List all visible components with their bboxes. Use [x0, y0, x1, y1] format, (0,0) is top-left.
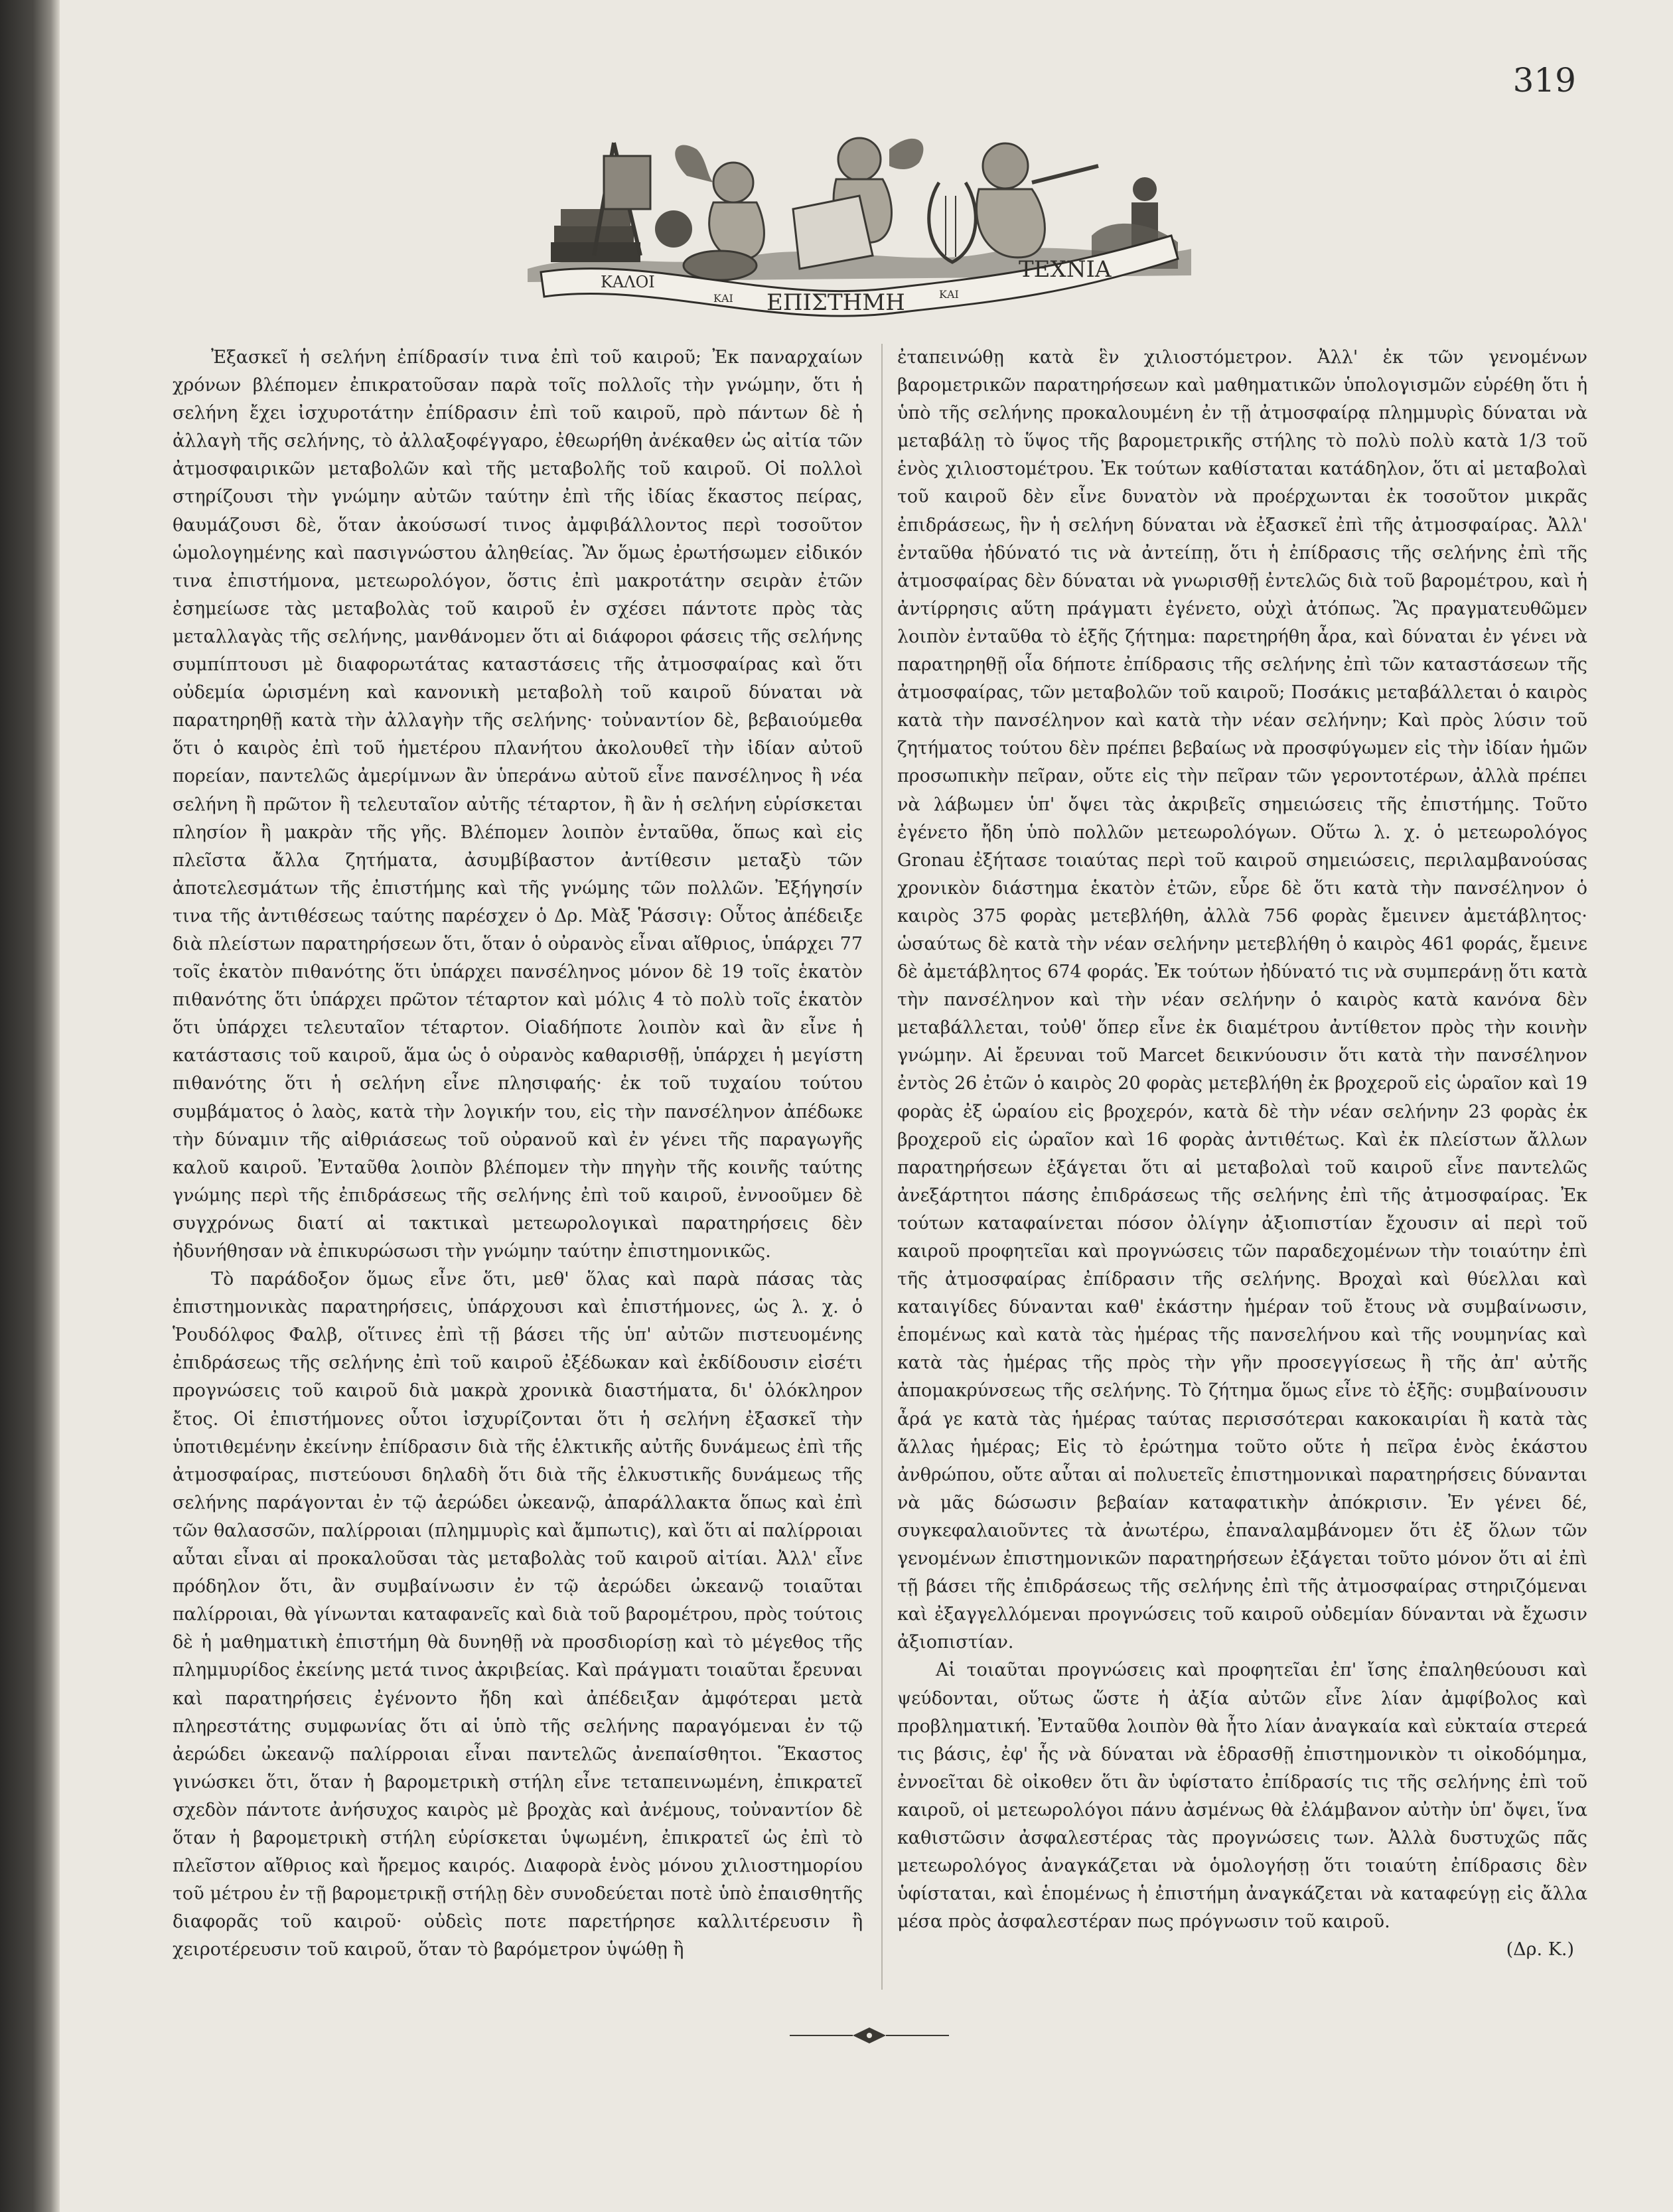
column-divider — [881, 344, 883, 1990]
banner-text-5: ΤΕΧΝΙΑ — [1019, 256, 1112, 283]
article-column-left — [173, 344, 863, 1990]
page-number: 319 — [1512, 61, 1576, 100]
banner-text-4: ΚΑΙ — [939, 288, 959, 301]
article-paragraph: Αἱ τοιαῦται προγνώσεις καὶ προφητεῖαι ἐπ' ἴσης ἐπαληθεύουσι καὶ ψεύδονται, οὕτως ὥστε ἡ ἀξία αὐτῶν εἶνε λίαν ἀμφίβολος καὶ προβληματική. Ἐνταῦθα λοιπὸν θὰ ἦτο λίαν ἀναγκαία καὶ εὐκταία στερεά τις βάσις, ἐφ' ἧς νὰ δύναται νὰ ἑδρασθῇ ἐπιστημονικὸν τι οἰκοδόμημα, ἐννοεῖται δὲ οἰκοθεν ὅτι ἂν ὑφίστατο ἐπίδρασίς τις τῆς σελήνης ἐπὶ τοῦ καιροῦ, οἱ μετεωρολόγοι πάνυ ἀσμένως θὰ ἐλάμβανον αὐτὴν ὑπ' ὄψει, ἵνα καθιστῶσιν ἀσφαλεστέρας τὰς προγνώσεις των. Ἀλλὰ δυστυχῶς πᾶς μετεωρολόγος ἀναγκάζεται νὰ ὁμολογήσῃ ὅτι τοιαύτη ἐπίδρασις δὲν ὑφίσταται, καὶ ἑπομένως ἡ ἐπιστήμη ἀναγκάζεται νὰ καταφεύγῃ εἰς ἄλλα μέσα πρὸς ἀσφαλεστέραν πως πρόγνωσιν τοῦ καιροῦ. — [897, 1660, 1587, 1933]
banner-text-3: ΕΠΙΣΤΗΜΗ — [766, 289, 905, 316]
end-ornament — [790, 2024, 949, 2047]
article-paragraph: ἐταπεινώθῃ κατὰ ἓν χιλιοστόμετρον. Ἀλλ' ἐκ τῶν γενομένων βαρομετρικῶν παρατηρήσεων καὶ μαθηματικῶν ὑπολογισμῶν εὑρέθη ὅτι ἡ ὑπὸ τῆς σελήνης προκαλουμένη ἐν τῇ ἀτμοσφαίρᾳ πλημμυρὶς δύναται νὰ μεταβάλῃ τὸ ὕψος τῆς βαρομετρικῆς στήλης τὸ πολὺ πολὺ κατὰ 1/3 τοῦ ἑνὸς χιλιοστομέτρου. Ἐκ τούτων καθίσταται κατάδηλον, ὅτι αἱ μεταβολαὶ τοῦ καιροῦ δὲν εἶνε δυνατὸν νὰ προέρχωνται ἐκ τοσοῦτον μικρᾶς ἐπιδράσεως, ἣν ἡ σελήνη δύναται νὰ ἐξασκεῖ ἐπὶ τῆς ἀτμοσφαίρας. Ἀλλ' ἐνταῦθα ἠδύνατό τις νὰ ἀντείπῃ, ὅτι ἡ ἐπίδρασις τῆς σελήνης ἐπὶ τῆς ἀτμοσφαίρας δὲν δύναται νὰ γνωρισθῇ ἐντελῶς διὰ τοῦ βαρομέτρου, καὶ ἡ ἀντίρρησις αὕτη πράγματι ἐγένετο, οὐχὶ ἀτόπως. Ἂς πραγματευθῶμεν λοιπὸν ἐνταῦθα τὸ ἑξῆς ζήτημα: παρετηρήθη ἆρα, καὶ δύναται ἐν γένει νὰ παρατηρηθῇ οἷα δήποτε ἐπίδρασις τῆς σελήνης ἐπὶ τῶν καταστάσεων τῆς ἀτμοσφαίρας, τῶν μεταβολῶν τοῦ καιροῦ; Ποσάκις μεταβάλλεται ὁ καιρὸς κατὰ τὴν πανσέληνον καὶ κατὰ τὴν νέαν σελήνην; Καὶ πρὸς λύσιν τοῦ ζητήματος τούτου δὲν πρέπει βεβαίως νὰ προσφύγωμεν εἰς τὴν ἰδίαν ἡμῶν προσωπικὴν πεῖραν, οὔτε εἰς τὴν πεῖραν τῶν γεροντοτέρων, ἀλλὰ πρέπει νὰ λάβωμεν ὑπ' ὄψει τὰς ἀκριβεῖς σημειώσεις τῆς ἐπιστήμης. Τοῦτο ἐγένετο ἤδη ὑπὸ πολλῶν μετεωρολόγων. Οὕτω λ. χ. ὁ μετεωρολόγος Gronau ἐξήτασε τοιαύτας περὶ τοῦ καιροῦ σημειώσεις, περιλαμβανούσας χρονικὸν διάστημα ἑκατὸν ἐτῶν, εὗρε δὲ ὅτι κατὰ τὴν πανσέληνον ὁ καιρὸς 375 φορὰς μετεβλήθη, ἀλλὰ 756 φορὰς ἔμεινεν ἀμετάβλητος· ὡσαύτως δὲ κατὰ τὴν νέαν σελήνην μετεβλήθη ὁ καιρὸς 461 φοράς, ἔμεινε δὲ ἀμετάβλητος 674 φοράς. Ἐκ τούτων ἠδύνατό τις νὰ συμπεράνῃ ὅτι κατὰ τὴν πανσέληνον καὶ τὴν νέαν σελήνην ὁ καιρὸς κατὰ κανόνα δὲν μεταβάλλεται, τοὐθ' ὅπερ εἶνε ἐκ διαμέτρου ἀντίθετον πρὸς τὴν κοινὴν γνώμην. Αἱ ἔρευναι τοῦ Marcet δεικνύουσιν ὅτι κατὰ τὴν πανσέληνον ἐντὸς 26 ἐτῶν ὁ καιρὸς 20 φορὰς μετεβλήθη ἐκ βροχεροῦ εἰς ὡραῖον καὶ 19 φορὰς ἐξ ὡραίου εἰς βροχερόν, κατὰ δὲ τὴν νέαν σελήνην 23 φορὰς ἐκ βροχεροῦ εἰς ὡραῖον καὶ 16 φορὰς ἀντιθέτως. Καὶ ἐκ πλείστων ἄλλων παρατηρήσεων ἐξάγεται ὅτι αἱ μεταβολαὶ τοῦ καιροῦ εἶνε παντελῶς ἀνεξάρτητοι πάσης ἐπιδράσεως τῆς σελήνης ἐπὶ τῆς ἀτμοσφαίρας. Ἐκ τούτων καταφαίνεται πόσον ὀλίγην ἀξιοπιστίαν ἔχουσιν αἱ περὶ τοῦ καιροῦ προφητεῖαι καὶ προγνώσεις τῶν παραδεχομένων τὴν τοιαύτην ἐπὶ τῆς ἀτμοσφαίρας ἐπίδρασιν τῆς σελήνης. Βροχαὶ καὶ θύελλαι καὶ καταιγίδες δύνανται καθ' ἑκάστην ἡμέραν τοῦ ἔτους νὰ συμβαίνωσιν, ἑπομένως καὶ κατὰ τὰς ἡμέρας τῆς πανσελήνου καὶ τῆς νουμηνίας καὶ κατὰ τὰς ἡμέρας τῆς πρὸς τὴν γῆν προσεγγίσεως ἢ τῆς ἀπ' αὐτῆς ἀπομακρύνσεως τῆς σελήνης. Τὸ ζήτημα ὅμως εἶνε τὸ ἑξῆς: συμβαίνουσιν ἆρά γε κατὰ τὰς ἡμέρας ταύτας περισσότεραι κακοκαιρίαι ἢ κατὰ τὰς ἄλλας ἡμέρας; Εἰς τὸ ἐρώτημα τοῦτο οὔτε ἡ πεῖρα ἑνὸς ἑκάστου ἀνθρώπου, οὔτε αὗται αἱ πολυετεῖς ἐπιστημονικαὶ παρατηρήσεις δύνανται νὰ μᾶς δώσωσιν βεβαίαν καταφατικὴν ἀπόκρισιν. Ἐν γένει δέ, συγκεφαλαιοῦντες τὰ ἀνωτέρω, ἐπαναλαμβάνομεν ὅτι ἐξ ὅλων τῶν γενομένων ἐπιστημονικῶν παρατηρήσεων ἐξάγεται τοῦτο μόνον ὅτι αἱ ἐπὶ τῇ βάσει τῆς ἐπιδράσεως τῆς σελήνης ἐπὶ τῆς ἀτμοσφαίρας στηριζόμεναι καὶ ἐξαγγελλόμεναι προγνώσεις τοῦ καιροῦ οὐδεμίαν δύνανται νὰ ἔχωσιν ἀξιοπιστίαν. — [897, 347, 1587, 1653]
article-column-right — [897, 344, 1587, 1990]
article-paragraph: Ἐξασκεῖ ἡ σελήνη ἐπίδρασίν τινα ἐπὶ τοῦ καιροῦ; Ἐκ παναρχαίων χρόνων βλέπομεν ἐπικρατοῦσαν παρὰ τοῖς πολλοῖς τὴν γνώμην, ὅτι ἡ σελήνη ἔχει ἰσχυροτάτην ἐπίδρασιν ἐπὶ τοῦ καιροῦ, πρὸ πάντων δὲ ἡ ἀλλαγὴ τῆς σελήνης, τὸ ἀλλαξοφέγγαρο, ἐθεωρήθη ἀνέκαθεν ὡς αἰτία τῶν ἀτμοσφαιρικῶν μεταβολῶν καὶ τῆς μεταβολῆς τοῦ καιροῦ. Οἱ πολλοὶ στηρίζουσι τὴν γνώμην αὐτῶν ταύτην ἐπὶ τῆς ἰδίας ἕκαστος πείρας, θαυμάζουσι δὲ, ὅταν ἀκούσωσί τινος ἀμφιβάλλοντος περὶ τοσοῦτον ὡμολογημένης καὶ πασιγνώστου ἀληθείας. Ἂν ὅμως ἐρωτήσωμεν εἰδικόν τινα ἐπιστήμονα, μετεωρολόγον, ὅστις ἐπὶ μακροτάτην σειρὰν ἐτῶν ἐσημείωσε τὰς μεταβολὰς τοῦ καιροῦ ἐν σχέσει πάντοτε πρὸς τὰς μεταλλαγὰς τῆς σελήνης, μανθάνομεν ὅτι αἱ διάφοροι φάσεις τῆς σελήνης συμπίπτουσι μὲ διαφορωτάτας καταστάσεις τῆς ἀτμοσφαίρας καὶ ὅτι οὐδεμία ὡρισμένη καὶ κανονικὴ μεταβολὴ τοῦ καιροῦ δύναται νὰ παρατηρηθῇ κατὰ τὴν ἀλλαγὴν τῆς σελήνης· τοὐναντίον δὲ, βεβαιούμεθα ὅτι ὁ καιρὸς ἐπὶ τοῦ ἡμετέρου πλανήτου ἀκολουθεῖ τὴν ἰδίαν αὐτοῦ πορείαν, παντελῶς ἀμερίμνων ἂν ὑπεράνω αὐτοῦ εἶνε πανσέληνος ἢ νέα σελήνη ἢ πρῶτον ἢ τελευταῖον αὐτῆς τέταρτον, ἢ ἂν ἡ σελήνη εὑρίσκεται πλησίον ἢ μακρὰν τῆς γῆς. Βλέπομεν λοιπὸν ἐνταῦθα, ὅπως καὶ εἰς πλεῖστα ἄλλα ζητήματα, ἀσυμβίβαστον ἀντίθεσιν μεταξὺ τῶν ἀποτελεσμάτων τῆς ἐπιστήμης καὶ τῆς γνώμης τῶν πολλῶν. Ἐξήγησίν τινα τῆς ἀντιθέσεως ταύτης παρέσχεν ὁ Δρ. Μὰξ Ῥάσσιγ: Οὗτος ἀπέδειξε διὰ πλείστων παρατηρήσεων ὅτι, ὅταν ὁ οὐρανὸς εἶναι αἴθριος, ὑπάρχει 77 τοῖς ἑκατὸν πιθανότης ὅτι ὑπάρχει πανσέληνος μόνον δὲ 19 τοῖς ἑκατὸν πιθανότης ὅτι ὑπάρχει πρῶτον τέταρτον καὶ μόλις 4 τὸ πολὺ τοῖς ἑκατὸν ὅτι ὑπάρχει τελευταῖον τέταρτον. Οἱαδήποτε λοιπὸν καὶ ἂν εἶνε ἡ κατάστασις τοῦ καιροῦ, ἅμα ὡς ὁ οὐρανὸς καθαρισθῇ, ὑπάρχει ἡ μεγίστη πιθανότης ὅτι ἡ σελήνη εἶνε πλησιφαής· ἐκ τοῦ τυχαίου τούτου συμβάματος ὁ λαὸς, κατὰ τὴν λογικήν του, εἰς τὴν πανσέληνον ἀπέδωκε τὴν δύναμιν τῆς αἰθριάσεως τοῦ οὐρανοῦ καὶ ἐν γένει τῆς παραγωγῆς καλοῦ καιροῦ. Ἐνταῦθα λοιπὸν βλέπομεν τὴν πηγὴν τῆς κοινῆς ταύτης γνώμης περὶ τῆς ἐπιδράσεως τῆς σελήνης ἐπὶ τοῦ καιροῦ, ἐννοοῦμεν δὲ συγχρόνως διατί αἱ τακτικαὶ μετεωρολογικαὶ παρατηρήσεις δὲν ἠδυνήθησαν νὰ ἐπικυρώσωσι τὴν γνώμην ταύτην ἐπιστημονικῶς. — [173, 347, 863, 1262]
header-ornament — [514, 103, 1204, 325]
author-signature: (Δρ. Κ.) — [1506, 1939, 1574, 1960]
banner-text-2: ΚΑΙ — [713, 292, 733, 305]
article-paragraph: Τὸ παράδοξον ὅμως εἶνε ὅτι, μεθ' ὅλας καὶ παρὰ πάσας τὰς ἐπιστημονικὰς παρατηρήσεις, ὑπάρχουσι καὶ ἐπιστήμονες, ὡς λ. χ. ὁ Ῥουδόλφος Φαλβ, οἵτινες ἐπὶ τῇ βάσει τῆς ὑπ' αὐτῶν πιστευομένης ἐπιδράσεως τῆς σελήνης ἐπὶ τοῦ καιροῦ ἐξέδωκαν καὶ ἐκδίδουσιν εἰσέτι προγνώσεις τοῦ καιροῦ διὰ μακρὰ χρονικὰ διαστήματα, δι' ὁλόκληρον ἔτος. Οἱ ἐπιστήμονες οὗτοι ἰσχυρίζονται ὅτι ἡ σελήνη ἐξασκεῖ τὴν ὑποτιθεμένην ἐκείνην ἐπίδρασιν διὰ τῆς ἑλκτικῆς αὐτῆς δυνάμεως ἐπὶ τῆς ἀτμοσφαίρας, πιστεύουσι δηλαδὴ ὅτι διὰ τῆς ἑλκυστικῆς δυνάμεως τῆς σελήνης παράγονται ἐν τῷ ἀερώδει ὠκεανῷ, ἀπαράλλακτα ὅπως καὶ ἐπὶ τῶν θαλασσῶν, παλίρροιαι (πλημμυρὶς καὶ ἄμπωτις), καὶ ὅτι αἱ παλίρροιαι αὗται εἶναι αἱ προκαλοῦσαι τὰς μεταβολὰς τοῦ καιροῦ αἰτίαι. Ἀλλ' εἶνε πρόδηλον ὅτι, ἂν συμβαίνωσιν ἐν τῷ ἀερώδει ὠκεανῷ τοιαῦται παλίρροιαι, θὰ γίνωνται καταφανεῖς καὶ διὰ τοῦ βαρομέτρου, πρὸς τούτοις δὲ ἡ μαθηματικὴ ἐπιστήμη θὰ δυνηθῇ νὰ προσδιορίσῃ καὶ τὸ μέγεθος τῆς πλημμυρίδος ἐκείνης μετά τινος ἀκριβείας. Καὶ πράγματι τοιαῦται ἔρευναι καὶ παρατηρήσεις ἐγένοντο ἤδη καὶ ἀπέδειξαν ἀμφότεραι μετὰ πληρεστάτης συμφωνίας ὅτι αἱ ὑπὸ τῆς σελήνης παραγόμεναι ἐν τῷ ἀερώδει ὠκεανῷ παλίρροιαι εἶναι παντελῶς ἀνεπαίσθητοι. Ἕκαστος γινώσκει ὅτι, ὅταν ἡ βαρομετρικὴ στήλη εἶνε τεταπεινωμένη, ἐπικρατεῖ σχεδὸν πάντοτε ἀνήσυχος καιρὸς μὲ βροχὰς καὶ ἀνέμους, τοὐναντίον δὲ ὅταν ἡ βαρομετρικὴ στήλη εὑρίσκεται ὑψωμένη, ἐπικρατεῖ ὡς ἐπὶ τὸ πλεῖστον αἴθριος καὶ ἤρεμος καιρός. Διαφορὰ ἑνὸς μόνου χιλιοστημορίου τοῦ μέτρου ἐν τῇ βαρομετρικῇ στήλῃ δὲν συνοδεύεται ποτὲ ὑπὸ ἐπαισθητῆς διαφορᾶς τοῦ καιροῦ· οὐδεὶς ποτε παρετήρησε καλλιτέρευσιν ἢ χειροτέρευσιν τοῦ καιροῦ, ὅταν τὸ βαρόμετρον ὑψώθῃ ἢ — [173, 1269, 863, 1960]
banner-text-1: ΚΑΛΟΙ — [601, 273, 655, 291]
book-binding-shadow — [0, 0, 60, 2212]
